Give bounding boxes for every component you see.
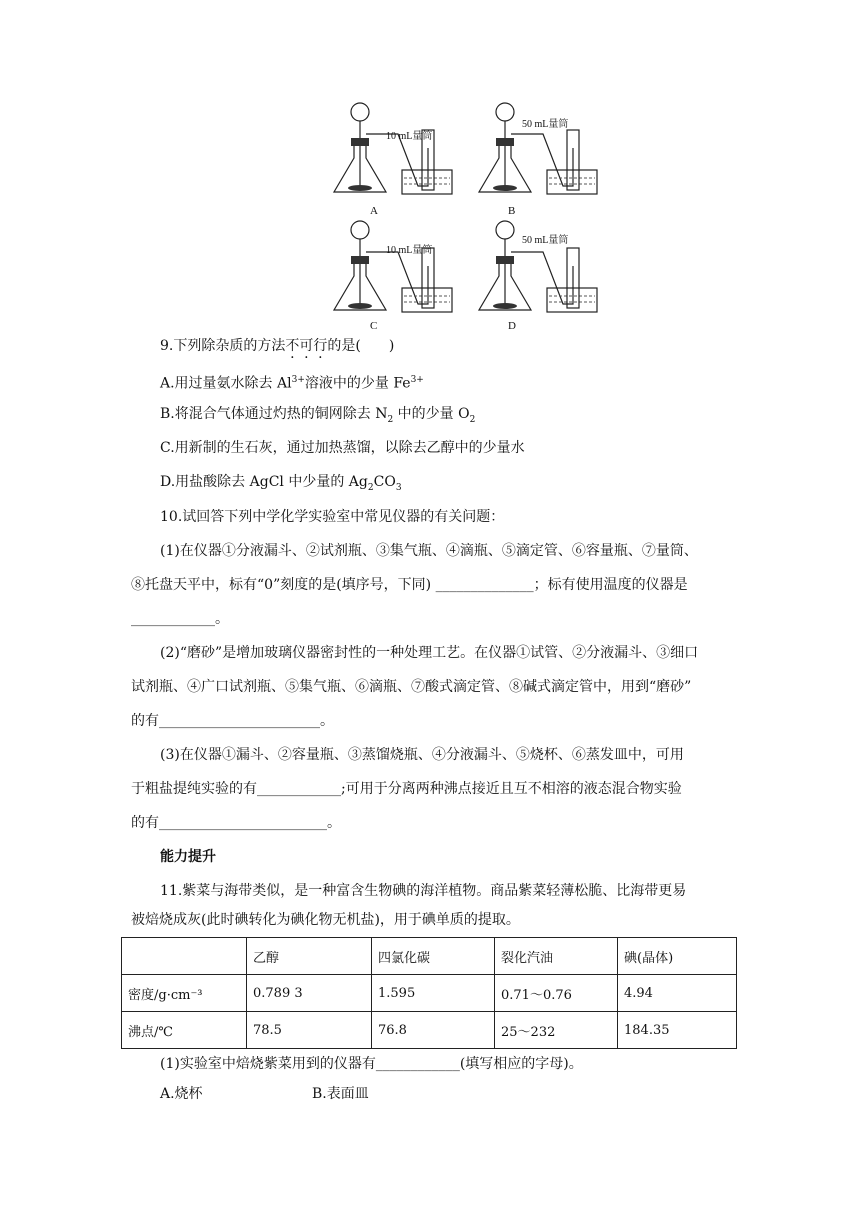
q10-part2-line3: 的有_______________________。: [131, 713, 334, 729]
caption-b: 50 mL量筒: [522, 119, 569, 130]
emphasis-char: 不: [285, 338, 300, 354]
table-cell: 76.8: [372, 1012, 495, 1049]
q9-option-c: C.用新制的生石灰，通过加热蒸馏，以除去乙醇中的少量水: [160, 440, 525, 456]
table-header-row: [122, 938, 737, 975]
table-cell: 0.71～0.76: [495, 975, 618, 1012]
table-cell: 25～232: [495, 1012, 618, 1049]
q11-line1: 11.紫菜与海带类似，是一种富含生物碘的海洋植物。商品紫菜轻薄松脆、比海带更易: [160, 883, 687, 899]
q9-option-b: B.将混合气体通过灼热的铜网除去 $N_2$ 中的少量 $O_2$: [160, 406, 476, 425]
q10-part2-line2: 试剂瓶、④广口试剂瓶、⑤集气瓶、⑥滴瓶、⑦酸式滴定管、⑧碱式滴定管中，用到“磨砂”: [131, 679, 692, 695]
q10-part1-line1: (1)在仪器①分液漏斗、②试剂瓶、③集气瓶、④滴瓶、⑤滴定管、⑥容量瓶、⑦量筒、: [160, 543, 698, 559]
q9-option-d: D.用盐酸除去 AgCl 中少量的 $Ag_2CO_3$: [160, 474, 402, 493]
q10-part1-line3: ____________。: [131, 611, 229, 627]
caption-a: 10 mL量筒: [386, 131, 433, 142]
table-cell: 裂化汽油: [495, 938, 618, 975]
table-cell: 0.789 3: [247, 975, 372, 1012]
caption-d: 50 mL量筒: [522, 235, 569, 246]
q11-line2: 被焙烧成灰(此时碘转化为碘化物无机盐)，用于碘单质的提取。: [131, 912, 520, 928]
apparatus-diagram: [300, 100, 600, 335]
table-cell: 184.35: [618, 1012, 737, 1049]
q11-option-b: B.表面皿: [312, 1086, 369, 1102]
table-cell: 4.94: [618, 975, 737, 1012]
q11-option-a: A.烧杯: [160, 1086, 203, 1102]
q11-part1: (1)实验室中焙烧紫菜用到的仪器有____________(填写相应的字母)。: [160, 1056, 583, 1072]
emphasis-char: 可: [299, 338, 314, 354]
q9-option-a: A.用过量氨水除去 $Al^{3+}$溶液中的少量 $Fe^{3+}$: [160, 375, 424, 392]
label-d: D: [508, 320, 516, 332]
table-cell: 沸点/℃: [122, 1012, 247, 1049]
table-row: [122, 1012, 737, 1049]
label-b: B: [508, 205, 516, 217]
apparatus-figure: [300, 100, 600, 335]
q9-stem: 9.下列除杂质的方法不可行的是( ): [160, 338, 395, 354]
table-cell: 四氯化碳: [372, 938, 495, 975]
q10-part3-line1: (3)在仪器①漏斗、②容量瓶、③蒸馏烧瓶、④分液漏斗、⑤烧杯、⑥蒸发皿中，可用: [160, 747, 684, 763]
q10-stem: 10.试回答下列中学化学实验室中常见仪器的有关问题：: [160, 509, 505, 525]
emphasis-char: 行: [313, 338, 328, 354]
table-cell: 1.595: [372, 975, 495, 1012]
table-cell: 密度/g·cm⁻³: [122, 975, 247, 1012]
table-cell: [122, 938, 247, 975]
label-c: C: [370, 320, 378, 332]
table-cell: 乙醇: [247, 938, 372, 975]
properties-table: [121, 937, 737, 1049]
caption-c: 10 mL量筒: [386, 245, 433, 256]
table-cell: 碘(晶体): [618, 938, 737, 975]
q10-part2-line1: (2)“磨砂”是增加玻璃仪器密封性的一种处理工艺。在仪器①试管、②分液漏斗、③细口: [160, 645, 699, 661]
section-heading: 能力提升: [160, 849, 216, 865]
table-row: [122, 975, 737, 1012]
q10-part1-line2: ⑧托盘天平中，标有“0”刻度的是(填序号，下同) ______________；标有使用温度的仪器是: [131, 577, 688, 593]
table-cell: 78.5: [247, 1012, 372, 1049]
q10-part3-line2: 于粗盐提纯实验的有____________;可用于分离两种沸点接近且互不相溶的液态混合物实验: [131, 781, 682, 797]
q10-part3-line3: 的有________________________。: [131, 815, 341, 831]
label-a: A: [370, 205, 378, 217]
